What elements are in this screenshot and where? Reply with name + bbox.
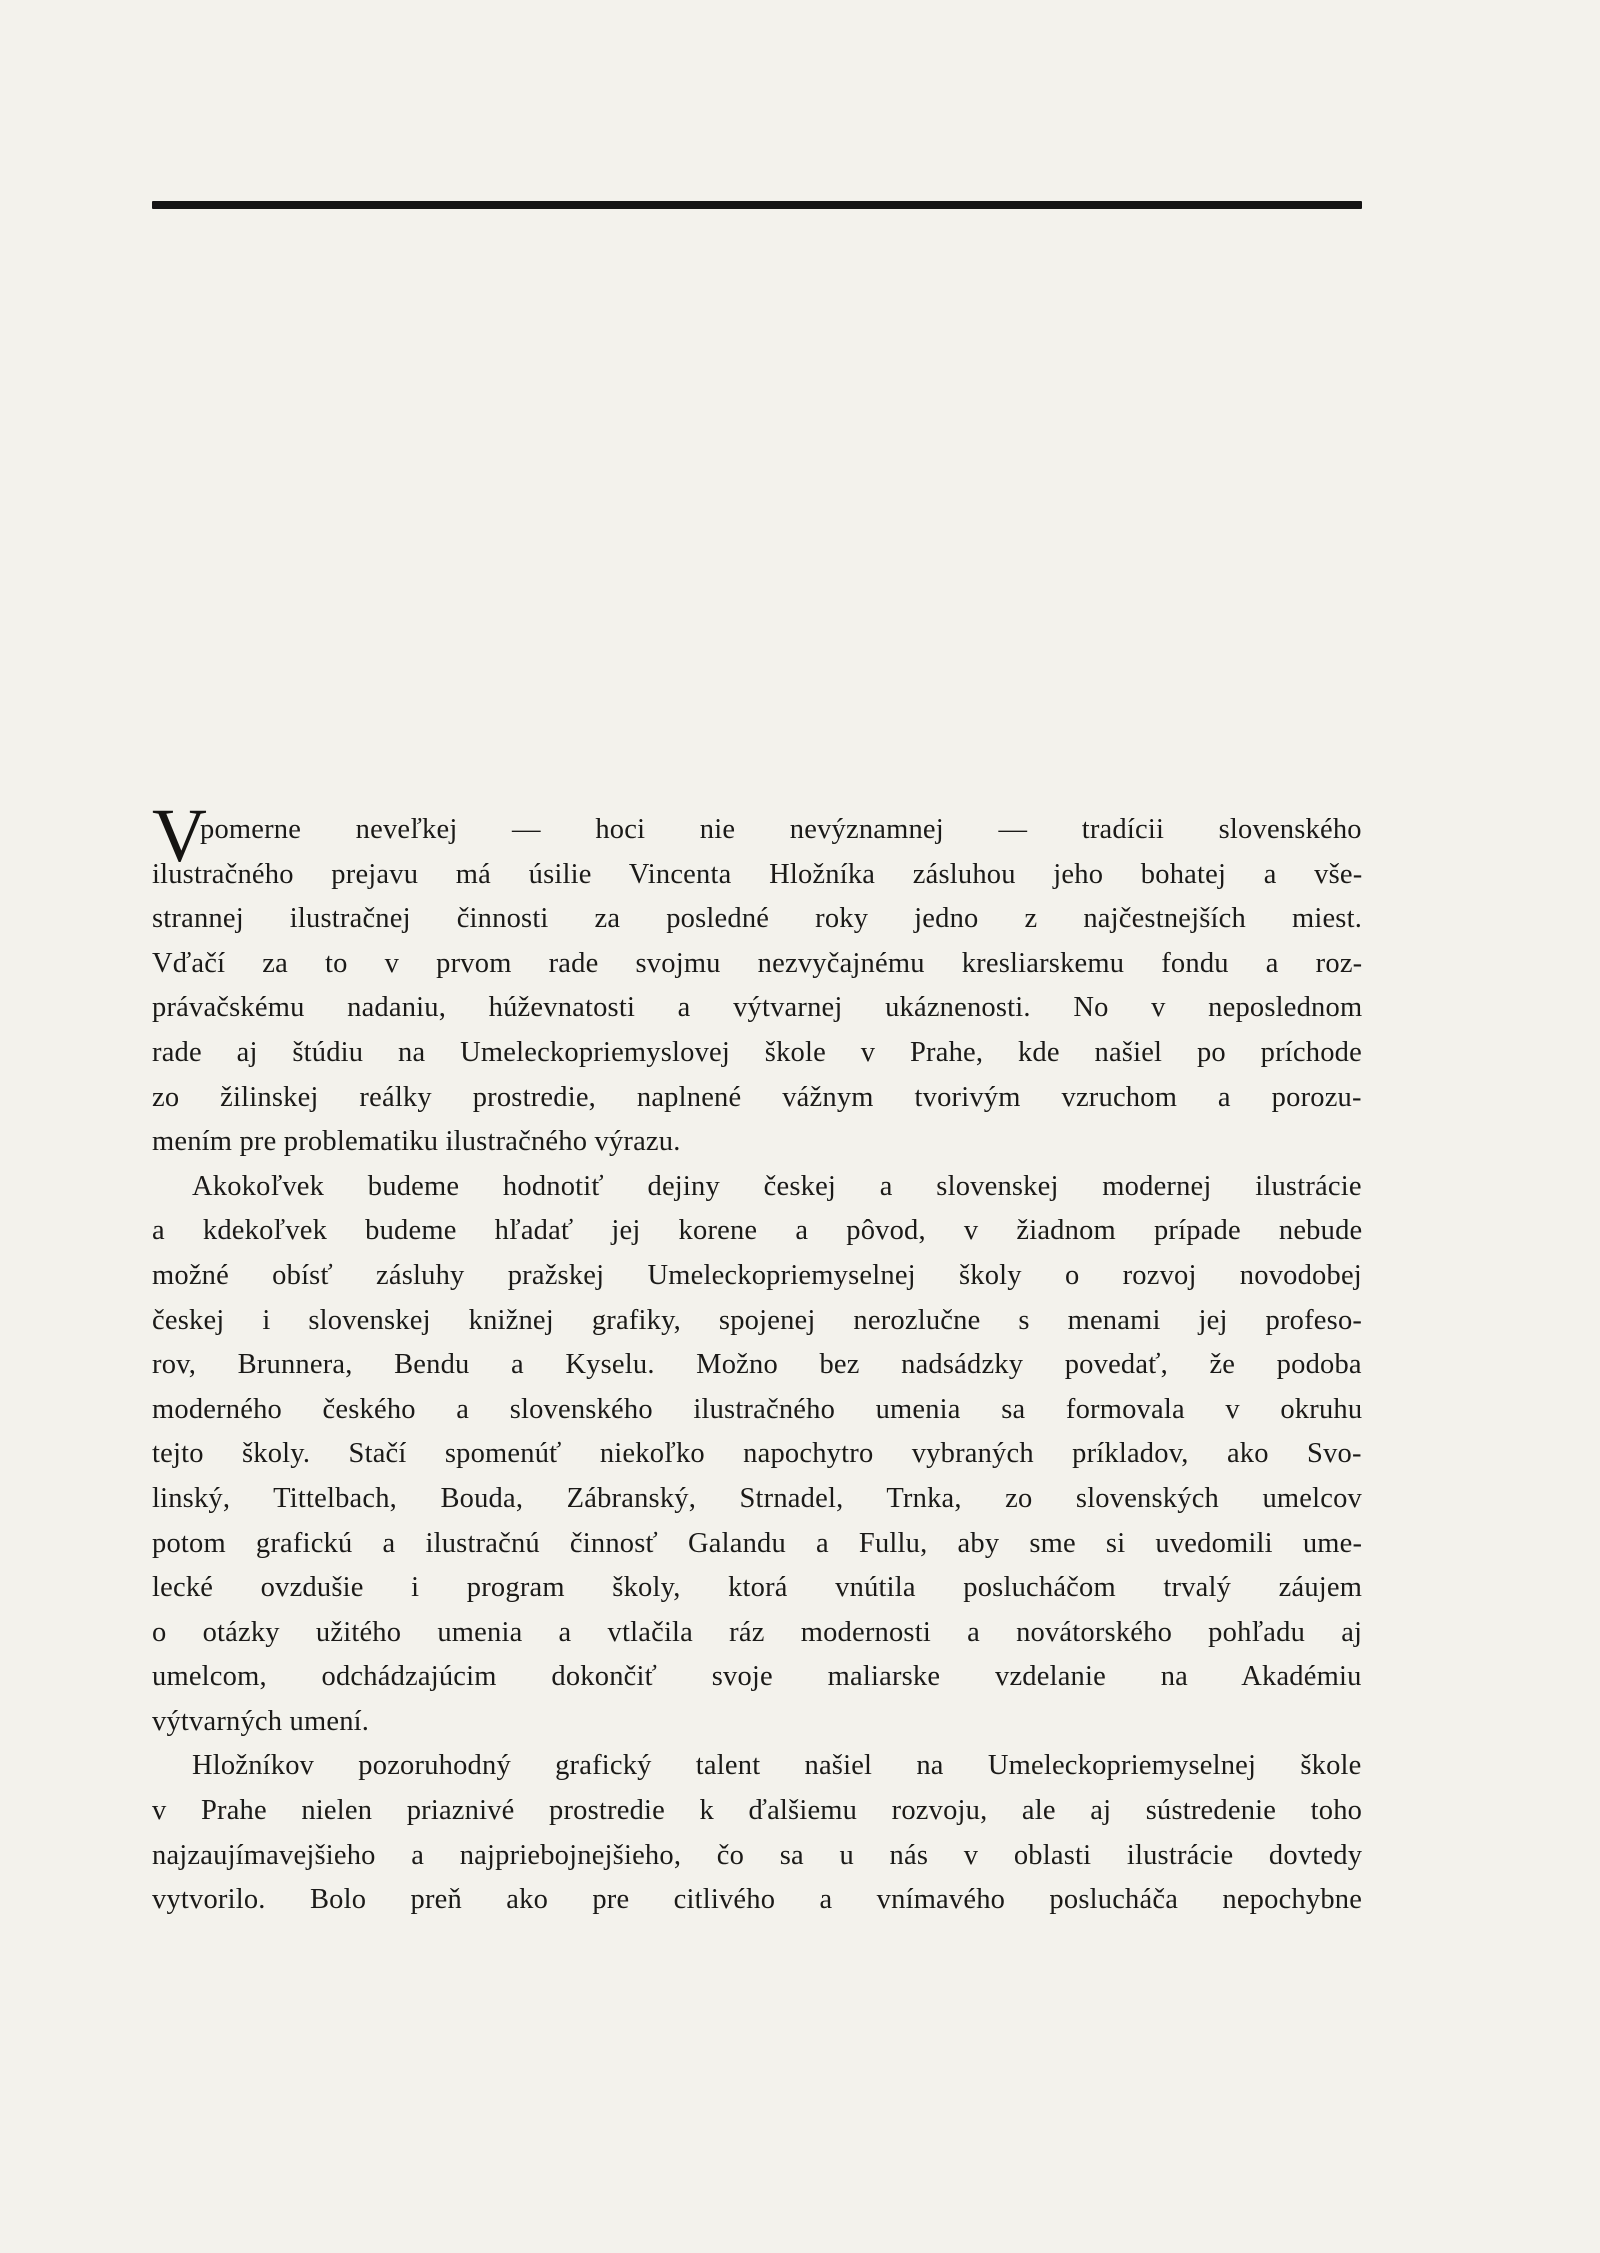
text-line: rov, Brunnera, Bendu a Kyselu. Možno bez nadsádzky povedať, že podoba: [152, 1349, 1362, 1381]
text-line: českej i slovenskej knižnej grafiky, spojenej nerozlučne s menami jej profeso-: [152, 1304, 1363, 1336]
text-line: umelcom, odchádzajúcim dokončiť svoje maliarske vzdelanie na Akadémiu: [152, 1661, 1362, 1693]
text-line: o otázky užitého umenia a vtlačila ráz modernosti a novátorského pohľadu aj: [152, 1616, 1363, 1648]
article-body: [152, 794, 1363, 1923]
paragraph-3: [152, 1744, 1362, 1922]
text-line: moderného českého a slovenského ilustračného umenia sa formovala v okruhu: [152, 1393, 1363, 1425]
text-line: ilustračného prejavu má úsilie Vincenta Hložníka zásluhou jeho bohatej a vše-: [152, 858, 1363, 890]
text-line: a kdekoľvek budeme hľadať jej korene a pôvod, v žiadnom prípade nebude: [152, 1215, 1363, 1247]
drop-cap-letter: V: [152, 794, 207, 878]
text-line: možné obísť zásluhy pražskej Umeleckopriemyselnej školy o rozvoj novodobej: [152, 1259, 1362, 1291]
text-line: výtvarných umení.: [152, 1705, 370, 1737]
text-line: mením pre problematiku ilustračného výrazu.: [152, 1126, 681, 1158]
text-line: linský, Tittelbach, Bouda, Zábranský, Strnadel, Trnka, zo slovenských umelcov: [152, 1482, 1362, 1514]
text-line: Akokoľvek budeme hodnotiť dejiny českej a slovenskej modernej ilustrácie: [192, 1170, 1362, 1202]
paragraph-2: [152, 1165, 1362, 1745]
text-line: tejto školy. Stačí spomenúť niekoľko napochytro vybraných príkladov, ako Svo-: [152, 1438, 1362, 1470]
text-line: lecké ovzdušie i program školy, ktorá vnútila poslucháčom trvalý záujem: [152, 1572, 1363, 1604]
text-line: zo žilinskej reálky prostredie, naplnené vážnym tvorivým vzruchom a porozu-: [152, 1081, 1362, 1113]
text-line: rade aj štúdiu na Umeleckopriemyslovej škole v Prahe, kde našiel po príchode: [152, 1036, 1362, 1068]
text-line: potom grafickú a ilustračnú činnosť Galandu a Fullu, aby sme si uvedomili ume-: [152, 1527, 1363, 1559]
text-line: najzaujímavejšieho a najpriebojnejšieho, čo sa u nás v oblasti ilustrácie dovtedy: [152, 1839, 1363, 1871]
text-line: právačskému nadaniu, húževnatosti a výtvarnej ukáznenosti. No v neposlednom: [152, 992, 1363, 1024]
text-line: vytvorilo. Bolo preň ako pre citlivého a vnímavého poslucháča nepochybne: [152, 1884, 1363, 1916]
top-horizontal-rule: [152, 201, 1362, 209]
text-line: pomerne neveľkej — hoci nie nevýznamnej — tradícii slovenského: [200, 814, 1362, 845]
text-line: Vďačí za to v prvom rade svojmu nezvyčajnému kresliarskemu fondu a roz-: [152, 947, 1363, 979]
text-line: Hložníkov pozoruhodný grafický talent našiel na Umeleckopriemyselnej škole: [192, 1750, 1362, 1782]
text-line: v Prahe nielen priaznivé prostredie k ďalšiemu rozvoju, ale aj sústredenie toho: [152, 1795, 1363, 1827]
text-line: strannej ilustračnej činnosti za posledné roky jedno z najčestnejších miest.: [152, 903, 1363, 935]
paragraph-1: [152, 794, 1363, 1165]
